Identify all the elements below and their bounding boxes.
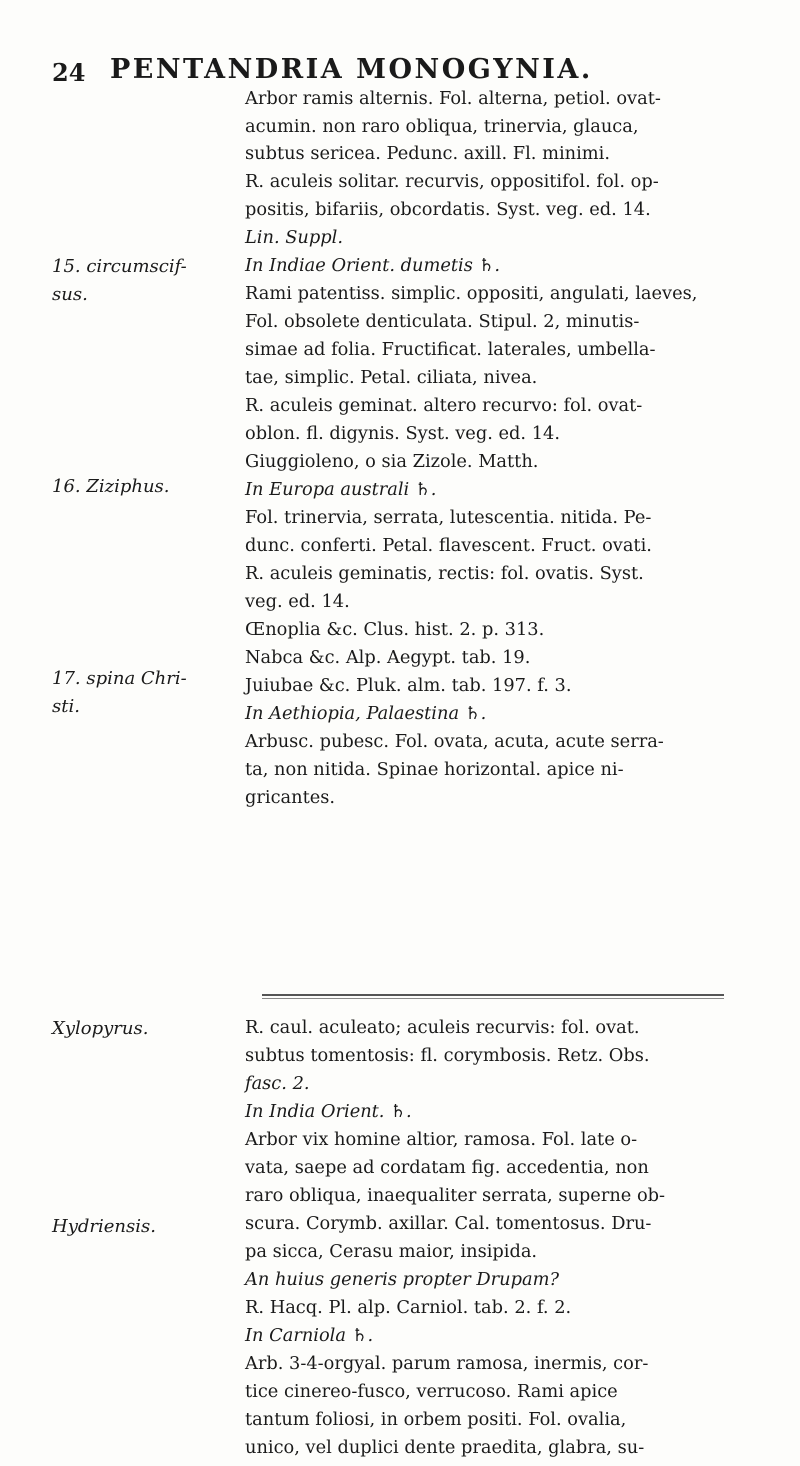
section-divider xyxy=(262,994,724,996)
text-line: In Europa australi ♄. xyxy=(245,479,437,500)
section-divider-thin xyxy=(262,998,724,999)
text-line: Juiubae &c. Pluk. alm. tab. 197. f. 3. xyxy=(245,675,572,696)
text-line: positis, bifariis, obcordatis. Syst. veg. ed. 14. xyxy=(245,199,651,220)
text-line: R. aculeis geminatis, rectis: fol. ovatis. Syst. xyxy=(245,563,644,584)
text-line: Lin. Suppl. xyxy=(245,227,343,248)
species-label-17-cont: sti. xyxy=(52,696,80,717)
text-line: subtus tomentosis: fl. corymbosis. Retz. Obs. xyxy=(245,1045,650,1066)
page-number: 24 xyxy=(52,58,86,87)
text-line: tae, simplic. Petal. ciliata, nivea. xyxy=(245,367,538,388)
text-line: dunc. conferti. Petal. flavescent. Fruct. ovati. xyxy=(245,535,652,556)
text-line: R. Hacq. Pl. alp. Carniol. tab. 2. f. 2. xyxy=(245,1297,572,1318)
text-line: Fol. obsolete denticulata. Stipul. 2, minutis- xyxy=(245,311,640,332)
text-line: fasc. 2. xyxy=(245,1073,310,1094)
text-line: R. caul. aculeato; aculeis recurvis: fol. ovat. xyxy=(245,1017,640,1038)
text-line: Arbusc. pubesc. Fol. ovata, acuta, acute serra- xyxy=(245,731,664,752)
text-line: unico, vel duplici dente praedita, glabra, su- xyxy=(245,1437,645,1458)
text-line: ta, non nitida. Spinae horizontal. apice ni- xyxy=(245,759,624,780)
running-title: PENTANDRIA MONOGYNIA. xyxy=(110,54,593,85)
species-label-15: 15. circumscif- xyxy=(52,256,187,277)
text-line: veg. ed. 14. xyxy=(245,591,350,612)
text-line: Giuggioleno, o sia Zizole. Matth. xyxy=(245,451,539,472)
text-line: subtus sericea. Pedunc. axill. Fl. minimi. xyxy=(245,143,611,164)
species-label-16: 16. Ziziphus. xyxy=(52,476,170,497)
text-line: An huius generis propter Drupam? xyxy=(245,1269,559,1290)
text-line: In Indiae Orient. dumetis ♄. xyxy=(245,255,501,276)
text-line: raro obliqua, inaequaliter serrata, superne ob- xyxy=(245,1185,666,1206)
text-line: tantum foliosi, in orbem positi. Fol. ovalia, xyxy=(245,1409,627,1430)
species-label-15-cont: sus. xyxy=(52,284,88,305)
text-line: Œnoplia &c. Clus. hist. 2. p. 313. xyxy=(245,619,545,640)
text-line: Fol. trinervia, serrata, lutescentia. nitida. Pe- xyxy=(245,507,652,528)
species-label-17: 17. spina Chri- xyxy=(52,668,187,689)
text-line: acumin. non raro obliqua, trinervia, glauca, xyxy=(245,116,639,137)
text-line: In India Orient. ♄. xyxy=(245,1101,412,1122)
text-line: pa sicca, Cerasu maior, insipida. xyxy=(245,1241,538,1262)
text-line: R. aculeis solitar. recurvis, oppositifol. fol. op- xyxy=(245,171,659,192)
text-line: Nabca &c. Alp. Aegypt. tab. 19. xyxy=(245,647,531,668)
text-line: vata, saepe ad cordatam fig. accedentia, non xyxy=(245,1157,649,1178)
text-line: In Carniola ♄. xyxy=(245,1325,374,1346)
text-line: scura. Corymb. axillar. Cal. tomentosus. Dru- xyxy=(245,1213,652,1234)
text-line: oblon. fl. digynis. Syst. veg. ed. 14. xyxy=(245,423,561,444)
text-line: gricantes. xyxy=(245,787,336,808)
text-line: R. aculeis geminat. altero recurvo: fol. ovat- xyxy=(245,395,643,416)
text-line: Arb. 3-4-orgyal. parum ramosa, inermis, cor- xyxy=(245,1353,649,1374)
text-line: Arbor ramis alternis. Fol. alterna, petiol. ovat- xyxy=(245,88,661,109)
species-label-hydriensis: Hydriensis. xyxy=(52,1216,156,1237)
text-line: simae ad folia. Fructificat. laterales, umbella- xyxy=(245,339,656,360)
text-line: tice cinereo-fusco, verrucoso. Rami apice xyxy=(245,1381,618,1402)
text-line: Arbor vix homine altior, ramosa. Fol. late o- xyxy=(245,1129,638,1150)
species-label-xylopyrus: Xylopyrus. xyxy=(52,1018,149,1039)
text-line: Rami patentiss. simplic. oppositi, angulati, laeves, xyxy=(245,283,698,304)
text-line: In Aethiopia, Palaestina ♄. xyxy=(245,703,487,724)
